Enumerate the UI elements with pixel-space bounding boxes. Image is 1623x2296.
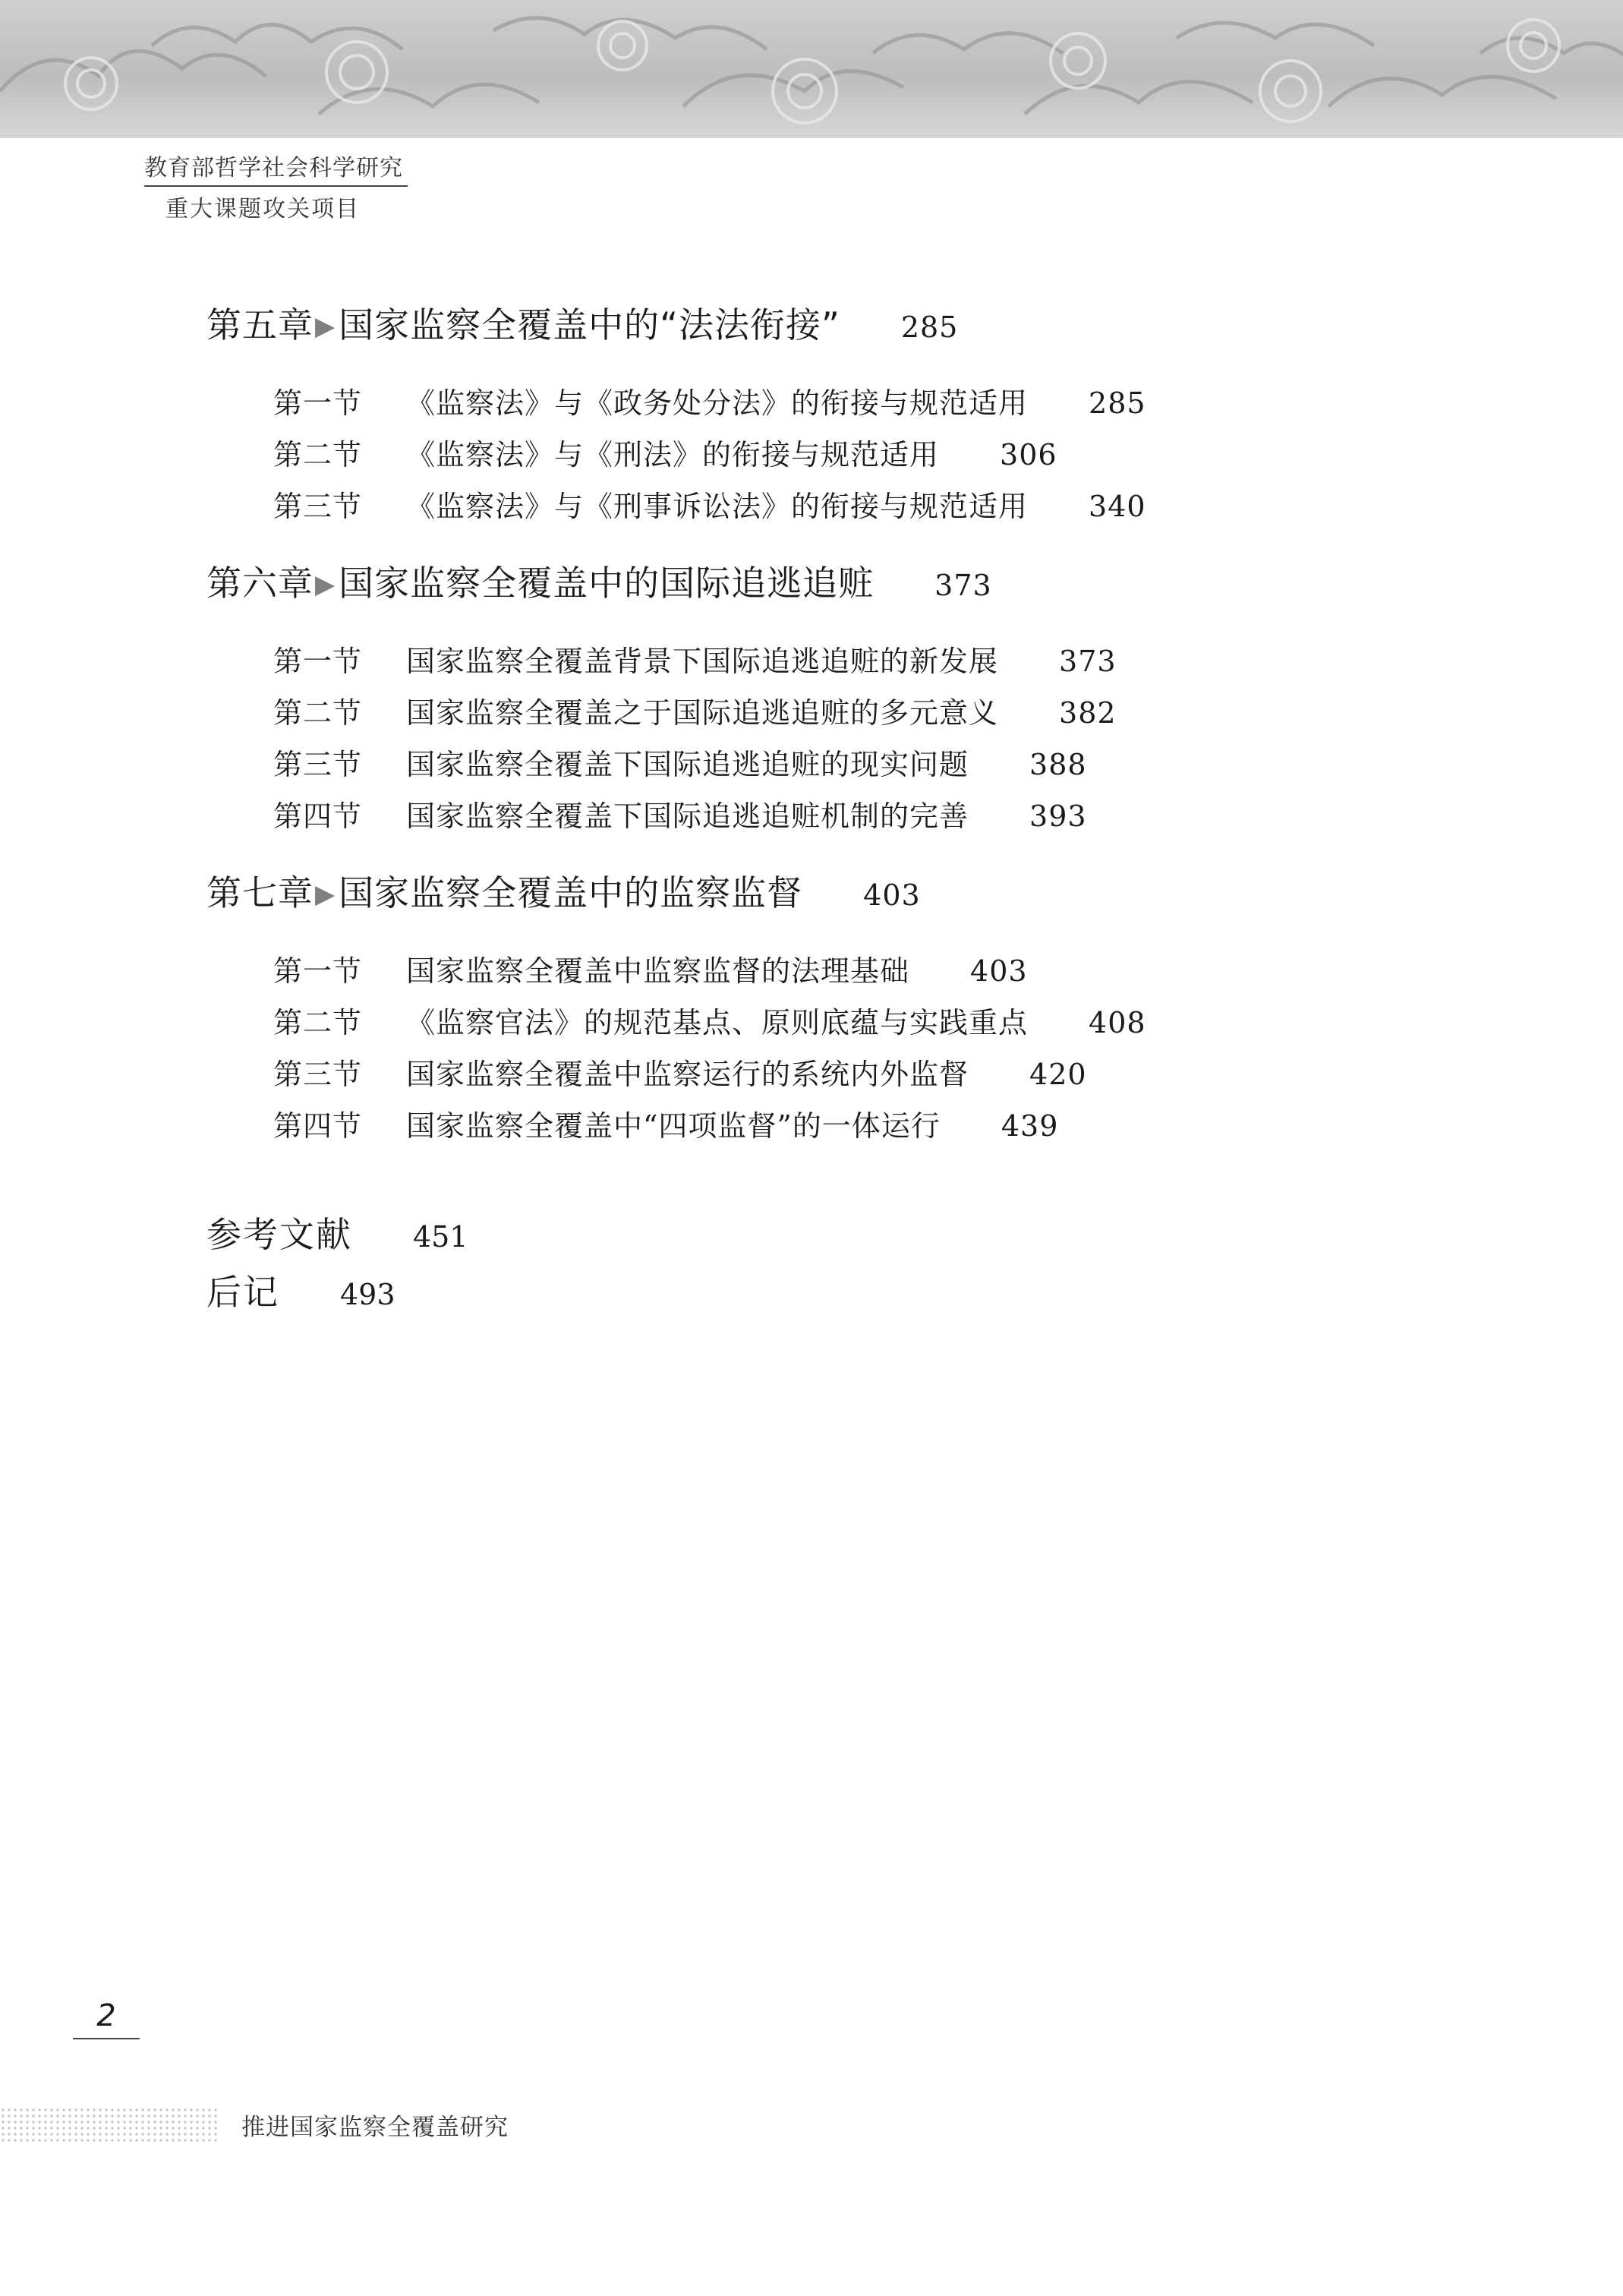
section-title: 国家监察全覆盖中监察监督的法理基础: [406, 954, 910, 988]
section-number: 第一节: [273, 386, 363, 420]
section-page: 393: [1029, 800, 1087, 833]
header-cloud-band: [0, 0, 1623, 138]
cloud-pattern-icon: [0, 0, 1623, 138]
toc-references[interactable]: [206, 1207, 468, 1257]
toc-section[interactable]: [273, 1102, 1058, 1144]
footer-dot-pattern: [0, 2107, 220, 2142]
section-page: 403: [970, 954, 1028, 988]
toc-section[interactable]: [273, 999, 1146, 1041]
section-page: 420: [1029, 1058, 1087, 1091]
section-number: 第二节: [273, 438, 363, 472]
chapter-page: 285: [900, 311, 959, 344]
section-page: 439: [1001, 1109, 1059, 1143]
section-page: 340: [1089, 490, 1146, 523]
section-page: 285: [1089, 386, 1146, 420]
chapter-title: 国家监察全覆盖中的国际追逃追赃: [339, 563, 875, 604]
page-number: 2: [73, 1998, 140, 2039]
chapter-title: 国家监察全覆盖中的监察监督: [339, 872, 803, 913]
section-page: 408: [1089, 1006, 1146, 1039]
toc-chapter[interactable]: [206, 866, 921, 916]
series-line-1: 教育部哲学社会科学研究: [144, 149, 408, 187]
afterword-title: 后记: [206, 1272, 279, 1313]
section-title: 国家监察全覆盖下国际追逃追赃的现实问题: [406, 748, 969, 781]
chapter-label: 第六章: [206, 563, 314, 604]
right-triangle-icon: ▶: [315, 311, 336, 342]
toc-section[interactable]: [273, 741, 1087, 783]
section-title: 国家监察全覆盖下国际追逃追赃机制的完善: [406, 800, 969, 833]
section-page: 382: [1059, 696, 1117, 730]
section-number: 第一节: [273, 645, 363, 678]
toc-section[interactable]: [273, 1051, 1087, 1093]
series-line-2: 重大课题攻关项目: [165, 196, 360, 222]
section-number: 第三节: [273, 748, 363, 781]
chapter-page: 403: [863, 878, 921, 912]
section-page: 388: [1029, 748, 1087, 781]
section-number: 第一节: [273, 954, 363, 988]
section-title: 国家监察全覆盖中监察运行的系统内外监督: [406, 1058, 969, 1091]
toc-section[interactable]: [273, 948, 1028, 989]
section-number: 第三节: [273, 1058, 363, 1091]
section-title: 《监察官法》的规范基点、原则底蕴与实践重点: [406, 1006, 1029, 1039]
toc-section[interactable]: [273, 793, 1087, 834]
section-title: 国家监察全覆盖之于国际追逃追赃的多元意义: [406, 696, 999, 730]
toc-chapter[interactable]: [206, 556, 992, 606]
running-footer-title: 推进国家监察全覆盖研究: [241, 2114, 509, 2141]
toc-section[interactable]: [273, 431, 1057, 473]
section-title: 《监察法》与《政务处分法》的衔接与规范适用: [406, 386, 1029, 420]
chapter-page: 373: [934, 569, 992, 602]
chapter-label: 第五章: [206, 304, 314, 345]
toc-section[interactable]: [273, 483, 1146, 525]
section-number: 第四节: [273, 1109, 363, 1143]
afterword-page: 493: [340, 1278, 396, 1311]
section-page: 306: [1000, 438, 1057, 472]
toc-section[interactable]: [273, 380, 1146, 421]
chapter-label: 第七章: [206, 872, 314, 913]
right-triangle-icon: ▶: [315, 879, 336, 910]
section-page: 373: [1059, 645, 1117, 678]
references-page: 451: [413, 1220, 468, 1254]
section-title: 国家监察全覆盖中“四项监督”的一体运行: [406, 1109, 941, 1143]
references-title: 参考文献: [206, 1214, 352, 1255]
section-title: 《监察法》与《刑事诉讼法》的衔接与规范适用: [406, 490, 1029, 523]
section-title: 国家监察全覆盖背景下国际追逃追赃的新发展: [406, 645, 999, 678]
section-number: 第四节: [273, 800, 363, 833]
toc-section[interactable]: [273, 689, 1117, 731]
section-title: 《监察法》与《刑法》的衔接与规范适用: [406, 438, 940, 472]
toc-chapter[interactable]: [206, 298, 958, 348]
section-number: 第二节: [273, 696, 363, 730]
section-number: 第三节: [273, 490, 363, 523]
section-number: 第二节: [273, 1006, 363, 1039]
series-label: [144, 149, 408, 223]
right-triangle-icon: ▶: [315, 569, 336, 600]
toc-afterword[interactable]: [206, 1265, 396, 1315]
toc-section[interactable]: [273, 638, 1117, 680]
chapter-title: 国家监察全覆盖中的“法法衔接”: [339, 304, 840, 345]
